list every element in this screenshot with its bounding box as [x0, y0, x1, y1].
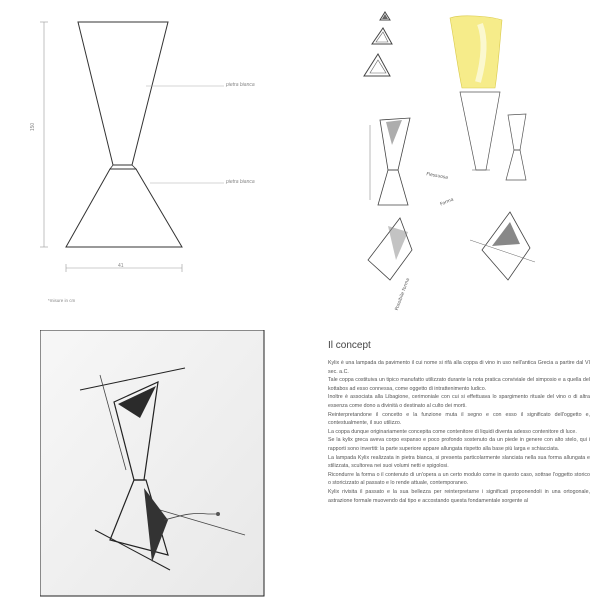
material-callout-top: pietra bianca [226, 82, 255, 88]
concept-paragraph: Reinterpretandone il concetto e la funzione muta il segno e con esso il significato dell'oggetto e, contestualmente, il suo utilizzo. [328, 411, 590, 427]
sketch-angular-right [482, 212, 530, 280]
sketch-note-2: Forma [439, 197, 455, 208]
concept-paragraph: Ricondurre la forma o il contenuto di un'opera a un certo modulo come in questo caso, sottrae l'oggetto storico o storicizzato al passato e lo rende attuale, contemporaneo. [328, 471, 590, 487]
concept-paragraph: Se la kylix greca aveva corpo espanso e poco profondo sostenuto da un piede in genere con alto stelo, qui i rapporti sono invertiti: la parte superiore appare allungata rispetto alla base più larga e schiacciata. [328, 437, 590, 452]
concept-paragraph: La lampada Kylix realizzata in pietra bianca, si presenta particolarmente slanciata nella sua forma allungata e stilizzata, scultorea nei suoi volumi netti e spigolosi. [328, 454, 590, 470]
sketch-triangle-medium [372, 28, 392, 44]
lamp-elevation-drawing [0, 0, 320, 320]
width-dimension-label: 41 [118, 263, 124, 269]
concept-paragraph: La coppa dunque originariamente concepita come contenitore di liquidi diventa adesso contenitore di luce. [328, 428, 577, 435]
concept-paragraph: Tale coppa costituiva un tipico manufatto utilizzato durante la nota pratica conviviale del simposio e a quella del kottabos ad esso connessa, come oggetto di intrattenimento ludico. [328, 377, 590, 392]
sketch-lamp-tall [460, 92, 500, 170]
concept-paragraph: Kylix è una lampada da pavimento il cui nome si rifà alla coppa di vino in uso nell'antica Grecia a partire dal VI sec. a.C. [328, 360, 590, 375]
concept-paragraph: Kylix rivisita il passato e la sua bellezza per reinterpretarne i significati proponendoli in una ortogonale, astrazione formale muovendo dal tipo e accostando questa fondamentale sorgente al [328, 488, 590, 504]
hand-sketches [330, 0, 600, 320]
lamp-upper-body [78, 22, 168, 165]
technical-drawing [0, 0, 320, 320]
concept-body [328, 359, 590, 505]
sketch-light-glow [450, 16, 502, 88]
height-dimension-label: 150 [30, 122, 37, 132]
concept-title: Il concept [328, 340, 371, 351]
concept-section [328, 340, 590, 600]
sketch-note-3: Possibile forma [394, 277, 412, 312]
lamp-base [66, 169, 182, 247]
concept-paragraph: Inoltre è associata alla Libagione, cerimoniale con cui si effettuava lo spargimento rituale del vino o di altra essenza come dono a divinità o destinato al culto dei morti. [328, 394, 590, 409]
sketch-lamp-right [508, 114, 526, 150]
measurement-note: *misure in cm [48, 298, 76, 303]
sketch-note-1: Flessuosa [425, 172, 449, 181]
lamp-photo [40, 330, 280, 600]
sketch-drawings [330, 0, 600, 320]
lamp-neck [110, 165, 136, 169]
lamp-render-image [40, 330, 280, 600]
material-callout-bottom: pietra bianca [226, 179, 255, 185]
